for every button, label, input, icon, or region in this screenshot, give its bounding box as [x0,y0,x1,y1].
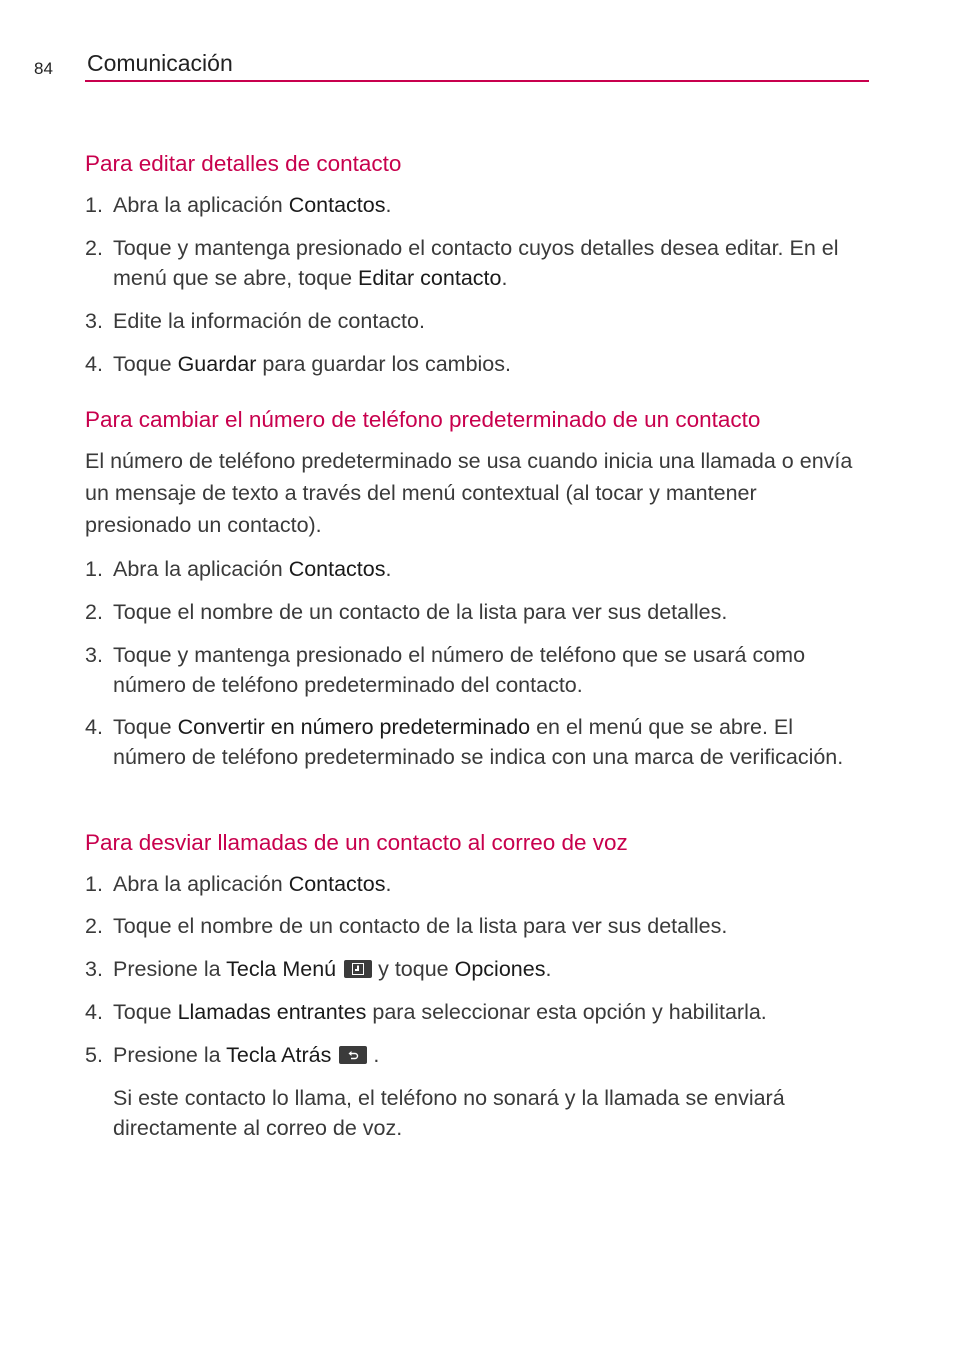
item-text-end: para seleccionar esta opción y habilitarla. [366,1000,767,1024]
item-text: Toque el nombre de un contacto de la lista para ver sus detalles. [113,914,728,938]
item-number: 1. [85,872,103,896]
item-bold: Tecla Menú [226,957,337,981]
item-text-end: . [373,1043,380,1067]
section-heading-edit-contact: Para editar detalles de contacto [85,151,402,176]
item-bold: Contactos [288,193,386,217]
item-number: 2. [85,600,103,624]
item-number: 1. [85,193,103,217]
item-number: 2. [85,914,103,938]
section-note [85,1083,869,1143]
page-header [0,0,954,100]
item-bold: Guardar [177,352,257,376]
item-text: Abra la aplicación [113,557,289,581]
list-item [85,911,869,941]
item-text: Toque y mantenga presionado el contacto cuyos detalles desea editar. En el menú que se abre, toque [113,236,839,290]
menu-key-icon [344,960,372,978]
item-text-end: . [385,557,392,581]
list-item [85,597,869,627]
item-number: 4. [85,1000,103,1024]
list-item [85,349,869,379]
item-bold: Llamadas entrantes [177,1000,367,1024]
item-text: Toque [113,1000,178,1024]
item-number: 3. [85,643,103,667]
list-item [85,1040,869,1070]
item-text: Toque [113,715,178,739]
note-text: Si este contacto lo llama, el teléfono no sonará y la llamada se enviará directamente al correo de voz. [113,1086,785,1140]
item-text-end: . [501,266,508,290]
item-number: 5. [85,1043,103,1067]
item-bold: Editar contacto [358,266,502,290]
item-text-end: en el menú que se abre. El número de teléfono predeterminado se indica con una marca de verificación. [113,715,844,769]
item-text: Edite la información de contacto. [113,309,425,333]
list-item [85,233,869,293]
item-text-end: . [385,193,392,217]
list-item [85,869,869,899]
item-text-end: . [545,957,552,981]
section-intro: El número de teléfono predeterminado se usa cuando inicia una llamada o envía un mensaje de texto a través del menú contextual (al tocar y mantener presionado un contacto). [85,449,853,537]
item-number: 2. [85,236,103,260]
item-bold: Contactos [288,872,386,896]
item-text-end: para guardar los cambios. [256,352,511,376]
page-number: 84 [34,59,53,78]
back-key-icon [339,1046,367,1064]
item-number: 4. [85,352,103,376]
item-text-mid: y toque [378,957,455,981]
item-number: 3. [85,957,103,981]
item-text: Toque y mantenga presionado el número de teléfono que se usará como número de teléfono predeterminado del contacto. [113,643,806,697]
list-item [85,554,869,584]
item-text: Presione la [113,957,227,981]
item-text: Toque [113,352,178,376]
list-item [85,712,869,772]
item-text: Abra la aplicación [113,872,289,896]
section-heading-voicemail: Para desviar llamadas de un contacto al correo de voz [85,830,628,855]
item-text: Toque el nombre de un contacto de la lista para ver sus detalles. [113,600,728,624]
item-bold: Contactos [288,557,386,581]
list-item [85,190,869,220]
item-bold-2: Opciones [454,957,546,981]
item-text-end: . [385,872,392,896]
list-item [85,640,869,700]
section-heading-default-number: Para cambiar el número de teléfono predeterminado de un contacto [85,407,761,432]
item-text: Presione la [113,1043,227,1067]
list-item [85,954,869,984]
item-text: Abra la aplicación [113,193,289,217]
chapter-title: Comunicación [87,50,233,76]
list-item [85,306,869,336]
item-bold: Convertir en número predeterminado [177,715,531,739]
item-number: 1. [85,557,103,581]
item-number: 4. [85,715,103,739]
item-number: 3. [85,309,103,333]
header-rule [85,80,869,82]
list-item [85,997,869,1027]
item-bold: Tecla Atrás [226,1043,332,1067]
